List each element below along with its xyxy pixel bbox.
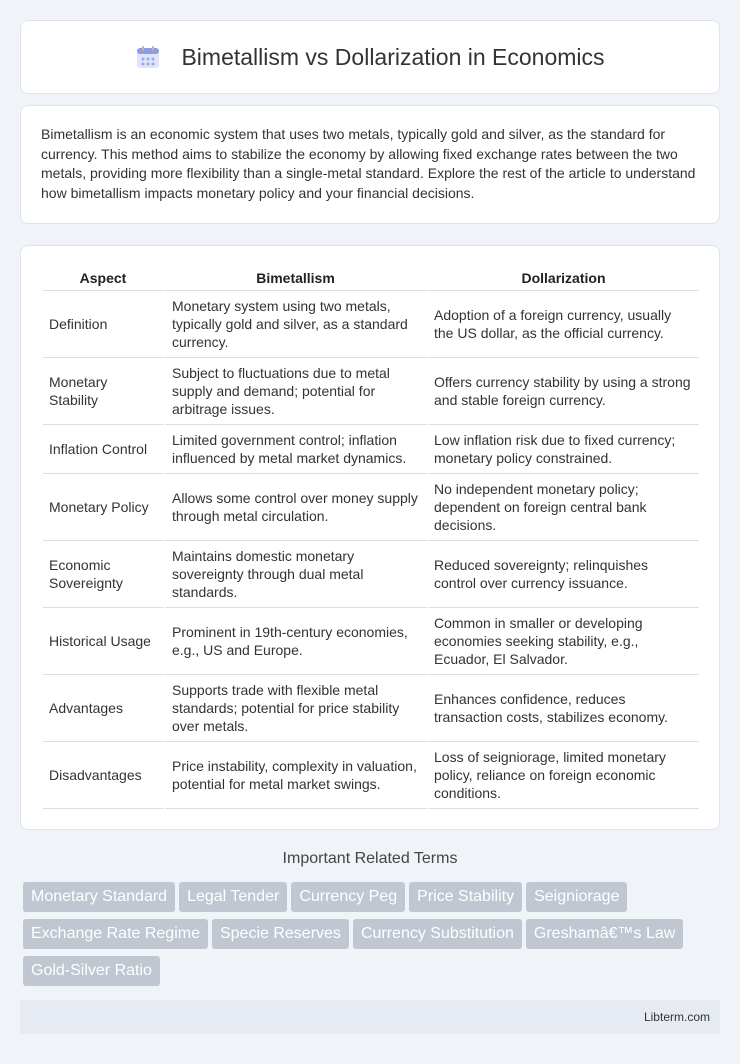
term-tag[interactable]: Legal Tender	[179, 882, 287, 912]
term-tag[interactable]: Specie Reserves	[212, 919, 349, 949]
row-aspect: Historical Usage	[43, 608, 166, 675]
term-tag[interactable]: Exchange Rate Regime	[23, 919, 208, 949]
page-title: Bimetallism vs Dollarization in Economics	[181, 43, 605, 70]
table-row	[43, 608, 699, 675]
row-dollarization: Loss of seigniorage, limited monetary policy, reliance on foreign economic conditions.	[428, 742, 699, 809]
row-aspect: Inflation Control	[43, 425, 166, 474]
comparison-table-card	[20, 245, 720, 830]
table-row	[43, 474, 699, 541]
term-tag[interactable]: Currency Substitution	[353, 919, 522, 949]
term-tag[interactable]: Seigniorage	[526, 882, 627, 912]
row-dollarization: Adoption of a foreign currency, usually the US dollar, as the official currency.	[428, 291, 699, 358]
term-tag[interactable]: Greshamâ€™s Law	[526, 919, 683, 949]
row-dollarization: Common in smaller or developing economies seeking stability, e.g., Ecuador, El Salvador.	[428, 608, 699, 675]
row-bimetallism: Maintains domestic monetary sovereignty through dual metal standards.	[166, 541, 428, 608]
table-row	[43, 742, 699, 809]
row-aspect: Disadvantages	[43, 742, 166, 809]
header-dollarization: Dollarization	[428, 264, 699, 291]
calendar-icon	[135, 44, 161, 70]
comparison-table	[43, 264, 699, 809]
header-bimetallism: Bimetallism	[166, 264, 428, 291]
row-aspect: Advantages	[43, 675, 166, 742]
row-aspect: Definition	[43, 291, 166, 358]
table-row	[43, 541, 699, 608]
row-dollarization: No independent monetary policy; dependent on foreign central bank decisions.	[428, 474, 699, 541]
table-header-row	[43, 264, 699, 291]
term-tag[interactable]: Currency Peg	[291, 882, 405, 912]
term-tag[interactable]: Price Stability	[409, 882, 522, 912]
row-dollarization: Low inflation risk due to fixed currency; monetary policy constrained.	[428, 425, 699, 474]
row-dollarization: Reduced sovereignty; relinquishes control over currency issuance.	[428, 541, 699, 608]
row-aspect: Monetary Policy	[43, 474, 166, 541]
row-dollarization: Offers currency stability by using a strong and stable foreign currency.	[428, 358, 699, 425]
footer	[20, 1000, 720, 1034]
row-dollarization: Enhances confidence, reduces transaction costs, stabilizes economy.	[428, 675, 699, 742]
term-tag[interactable]: Gold-Silver Ratio	[23, 956, 160, 986]
table-row	[43, 358, 699, 425]
header-card	[20, 20, 720, 94]
table-row	[43, 291, 699, 358]
related-terms-title: Important Related Terms	[282, 850, 458, 867]
header-aspect: Aspect	[43, 264, 166, 291]
term-tag[interactable]: Monetary Standard	[23, 882, 175, 912]
row-bimetallism: Prominent in 19th-century economies, e.g., US and Europe.	[166, 608, 428, 675]
row-bimetallism: Subject to fluctuations due to metal supply and demand; potential for arbitrage issues.	[166, 358, 428, 425]
row-aspect: Monetary Stability	[43, 358, 166, 425]
table-row	[43, 425, 699, 474]
table-row	[43, 675, 699, 742]
footer-site-link[interactable]: Libterm.com	[643, 1010, 710, 1024]
intro-text: Bimetallism is an economic system that uses two metals, typically gold and silver, as the standard for currency. This method aims to stabilize the economy by allowing fixed exchange rates between the two metals, providing more flexibility than a single-metal standard. Explore the rest of the article to understand how bimetallism impacts monetary policy and your financial decisions.	[41, 126, 696, 201]
row-aspect: Economic Sovereignty	[43, 541, 166, 608]
row-bimetallism: Monetary system using two metals, typically gold and silver, as a standard currency.	[166, 291, 428, 358]
row-bimetallism: Supports trade with flexible metal standards; potential for price stability over metals.	[166, 675, 428, 742]
related-terms-list	[23, 882, 723, 993]
row-bimetallism: Allows some control over money supply through metal circulation.	[166, 474, 428, 541]
row-bimetallism: Limited government control; inflation influenced by metal market dynamics.	[166, 425, 428, 474]
row-bimetallism: Price instability, complexity in valuation, potential for metal market swings.	[166, 742, 428, 809]
intro-card	[20, 105, 720, 224]
